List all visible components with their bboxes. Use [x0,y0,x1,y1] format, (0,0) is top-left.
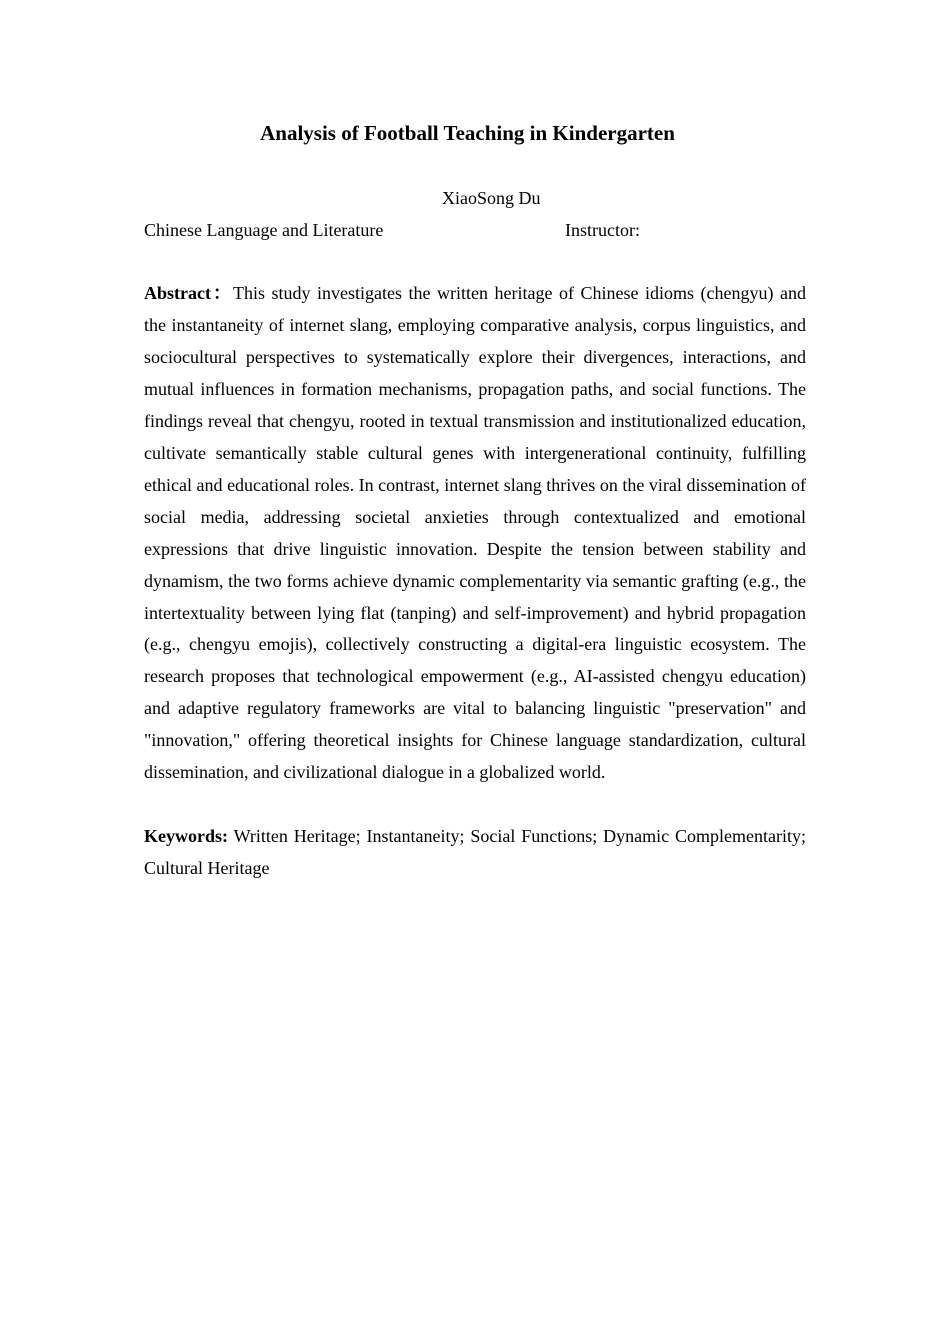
affiliation-row [144,218,806,242]
keywords-label: Keywords: [144,826,228,846]
keywords-paragraph [144,821,806,885]
instructor-label: Instructor: [565,220,640,240]
paper-title: Analysis of Football Teaching in Kindergarten [260,121,675,145]
department: Chinese Language and Literature [144,220,384,240]
abstract-paragraph [144,278,806,789]
abstract-text: This study investigates the written heritage of Chinese idioms (chengyu) and the instantaneity of internet slang, employing comparative analysis, corpus linguistics, and sociocultural perspectives to systematically explore their divergences, interactions, and mutual influences in formation mechanisms, propagation paths, and social functions. The findings reveal that chengyu, rooted in textual transmission and institutionalized education, cultivate semantically stable cultural genes with intergenerational continuity, fulfilling ethical and educational roles. In contrast, internet slang thrives on the viral dissemination of social media, addressing societal anxieties through contextualized and emotional expressions that drive linguistic innovation. Despite the tension between stability and dynamism, the two forms achieve dynamic complementarity via semantic grafting (e.g., the intertextuality between lying flat (tanping) and self-improvement) and hybrid propagation (e.g., chengyu emojis), collectively constructing a digital-era linguistic ecosystem. The research proposes that technological empowerment (e.g., AI-assisted chengyu education) and adaptive regulatory frameworks are vital to balancing linguistic "preservation" and "innovation," offering theoretical insights for Chinese language standardization, cultural dissemination, and civilizational dialogue in a globalized world. [144,283,806,783]
author-name: XiaoSong Du [442,188,541,208]
keywords-text: Written Heritage; Instantaneity; Social Functions; Dynamic Complementarity; Cultural Heritage [144,826,806,878]
abstract-label: Abstract： [144,283,234,303]
